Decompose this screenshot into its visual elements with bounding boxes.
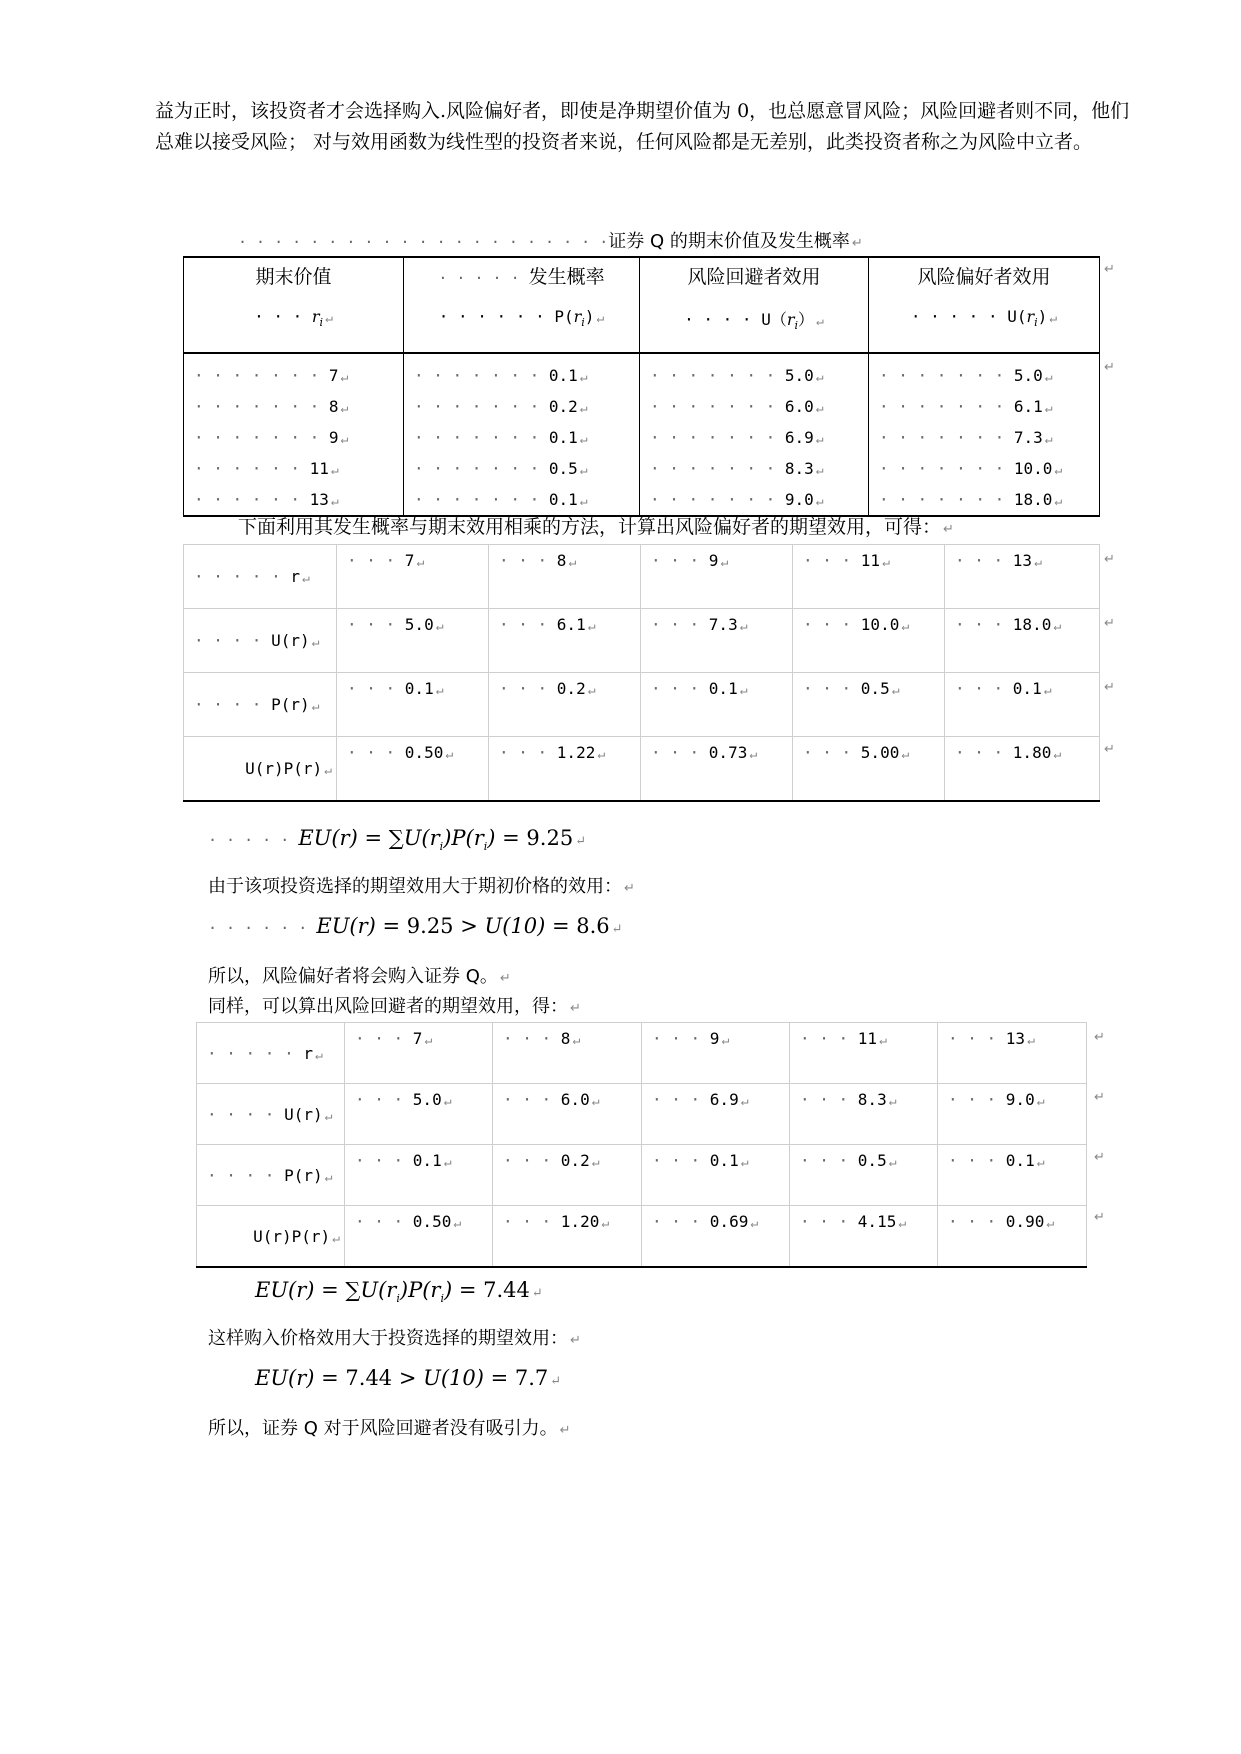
table-cell: · · · 0.50 ↵ (345, 1206, 493, 1268)
table-cell: · · · 11 ↵ (790, 1023, 938, 1084)
table-cell: · · · 1.80 ↵ (945, 737, 1100, 802)
table-cell: · · · · · · · 0.5 ↵ (404, 453, 640, 484)
table-row (184, 545, 1100, 609)
table-header-row (184, 257, 1100, 353)
seeker-intro-line: 下面利用其发生概率与期末效用相乘的方法，计算出风险偏好者的期望效用，可得： ↵ (238, 516, 954, 538)
table-cell: · · · · · · · 5.0 ↵ (640, 353, 869, 391)
row-label: U(r)P(r) ↵ (184, 737, 337, 802)
table-row (184, 609, 1100, 673)
table-cell: · · · 8 ↵ (489, 545, 641, 609)
averse-compare-text: 这样购入价格效用大于投资选择的期望效用： (208, 1328, 568, 1349)
row-label: · · · · · r ↵ (184, 545, 337, 609)
averse-conclusion-line: 所以，证券 Q 对于风险回避者没有吸引力。 ↵ (208, 1418, 571, 1439)
table-cell: · · · · · · · 8 ↵ (184, 391, 404, 422)
paragraph-mark: ↵ (1104, 742, 1115, 757)
paragraph-mark: ↵ (1104, 616, 1115, 631)
seeker-intro-text: 下面利用其发生概率与期末效用相乘的方法，计算出风险偏好者的期望效用，可得： (238, 516, 942, 538)
table1-caption-line: · · · · · · · · · · · · · · · · · · · · ·证券 Q 的期末价值及发生概率 ↵ (238, 231, 863, 252)
security-q-value-table (183, 256, 1100, 517)
header-end-value: 期末价值 · · · $r_i$ ↵ (184, 257, 404, 353)
row-label: · · · · U(r) ↵ (184, 609, 337, 673)
seeker-compare-line: 由于该项投资选择的期望效用大于期初价格的效用： ↵ (208, 876, 635, 897)
table-cell: · · · 8 ↵ (493, 1023, 642, 1084)
paragraph-mark: ↵ (1104, 360, 1115, 375)
table-cell: · · · · · · · 0.1 ↵ (404, 484, 640, 516)
table-cell: · · · 4.15 ↵ (790, 1206, 938, 1268)
paragraph-mark: ↵ (1104, 262, 1115, 277)
table-cell: · · · · · · · 10.0 ↵ (869, 453, 1100, 484)
table-cell: · · · 0.1 ↵ (641, 673, 793, 737)
table-cell: · · · 1.22 ↵ (489, 737, 641, 802)
table-cell: · · · · · · · 0.1 ↵ (404, 422, 640, 453)
table-cell: · · · 0.90 ↵ (938, 1206, 1087, 1268)
table-cell: · · · · · · · 0.2 ↵ (404, 391, 640, 422)
table-row (197, 1145, 1087, 1206)
table-cell: · · · 5.00 ↵ (793, 737, 945, 802)
table-row (184, 353, 1100, 391)
table-cell: · · · 0.1 ↵ (938, 1145, 1087, 1206)
paragraph-mark: ↵ (1094, 1030, 1105, 1045)
seeker-compare-text: 由于该项投资选择的期望效用大于期初价格的效用： (208, 876, 622, 897)
table-cell: · · · 0.1 ↵ (337, 673, 489, 737)
table-cell: · · · 9.0 ↵ (938, 1084, 1087, 1145)
table-cell: · · · 7 ↵ (337, 545, 489, 609)
table-cell: · · · 0.1 ↵ (945, 673, 1100, 737)
table-row (197, 1206, 1087, 1268)
table-cell: · · · 6.0 ↵ (493, 1084, 642, 1145)
table-cell: · · · 13 ↵ (938, 1023, 1087, 1084)
table-cell: · · · 0.5 ↵ (790, 1145, 938, 1206)
averse-conclusion-text: 所以，证券 Q 对于风险回避者没有吸引力。 (208, 1418, 558, 1439)
risk-averse-table (196, 1022, 1087, 1268)
table-cell: · · · 6.9 ↵ (642, 1084, 790, 1145)
seeker-conclusion-line: 所以，风险偏好者将会购入证券 Q。 ↵ (208, 966, 511, 987)
table-cell: · · · 11 ↵ (793, 545, 945, 609)
table-cell: · · · 0.1 ↵ (642, 1145, 790, 1206)
table-cell: · · · · · · · 8.3 ↵ (640, 453, 869, 484)
eq-averse-expected-utility: $EU(r) = \sum U(r_i)P(r_i) = 7.44$ ↵ (255, 1278, 543, 1306)
paragraph-mark: ↵ (1094, 1150, 1105, 1165)
table-cell: · · · 7 ↵ (345, 1023, 493, 1084)
table-cell: · · · · · · · 7.3 ↵ (869, 422, 1100, 453)
paragraph-mark: ↵ (1094, 1090, 1105, 1105)
table-cell: · · · 18.0 ↵ (945, 609, 1100, 673)
header-seeker-utility: 风险偏好者效用 · · · · · $U(r_i)$ ↵ (869, 257, 1100, 353)
table-cell: · · · · · · · 18.0 ↵ (869, 484, 1100, 516)
table-cell: · · · · · · · 9.0 ↵ (640, 484, 869, 516)
table-cell: · · · 0.50 ↵ (337, 737, 489, 802)
table-cell: · · · · · · · 9 ↵ (184, 422, 404, 453)
table-cell: · · · · · · · 6.0 ↵ (640, 391, 869, 422)
table-cell: · · · · · · · 7 ↵ (184, 353, 404, 391)
table-row (184, 453, 1100, 484)
paragraph-mark: ↵ (1104, 680, 1115, 695)
row-label: · · · · U(r) ↵ (197, 1084, 345, 1145)
table-row (184, 422, 1100, 453)
row-label: U(r)P(r) ↵ (197, 1206, 345, 1268)
table-cell: · · · 6.1 ↵ (489, 609, 641, 673)
eq-seeker-comparison: · · · · · · EU(r) = 9.25 > U(10) = 8.6 ↵ (208, 914, 623, 938)
table-row (184, 391, 1100, 422)
table-cell: · · · 8.3 ↵ (790, 1084, 938, 1145)
intro-paragraph: 益为正时，该投资者才会选择购入.风险偏好者，即使是净期望价值为 0，也总愿意冒风险；风险回避者则不同，他们总难以接受风险； 对与效用函数为线性型的投资者来说，任何风险都是无差别，此类投资者称之为风险中立者。 (155, 100, 1130, 153)
table-row (184, 737, 1100, 802)
eq-seeker-expected-utility: · · · · · $EU(r) = \sum U(r_i)P(r_i) = 9.25$ ↵ (208, 826, 587, 854)
averse-compare-line: 这样购入价格效用大于投资选择的期望效用： ↵ (208, 1328, 581, 1349)
table-cell: · · · · · · 11 ↵ (184, 453, 404, 484)
table-cell: · · · · · · · 6.1 ↵ (869, 391, 1100, 422)
table-cell: · · · 9 ↵ (642, 1023, 790, 1084)
row-label: · · · · · r ↵ (197, 1023, 345, 1084)
header-averse-utility: 风险回避者效用 · · · · $U(r_i)$ ↵ (640, 257, 869, 353)
averse-intro-line: 同样，可以算出风险回避者的期望效用，得： ↵ (208, 996, 581, 1017)
table-cell: · · · 7.3 ↵ (641, 609, 793, 673)
table-row (197, 1084, 1087, 1145)
table-cell: · · · 0.73 ↵ (641, 737, 793, 802)
table-cell: · · · 0.2 ↵ (493, 1145, 642, 1206)
table-cell: · · · 5.0 ↵ (337, 609, 489, 673)
paragraph-mark: ↵ (1094, 1210, 1105, 1225)
table-cell: · · · 10.0 ↵ (793, 609, 945, 673)
paragraph-mark: ↵ (1104, 552, 1115, 567)
table-cell: · · · · · · · 5.0 ↵ (869, 353, 1100, 391)
table-cell: · · · 0.69 ↵ (642, 1206, 790, 1268)
table1-caption: 证券 Q 的期末价值及发生概率 (608, 231, 850, 252)
table-cell: · · · 13 ↵ (945, 545, 1100, 609)
table-cell: · · · 9 ↵ (641, 545, 793, 609)
table-cell: · · · 0.1 ↵ (345, 1145, 493, 1206)
table-cell: · · · 0.2 ↵ (489, 673, 641, 737)
risk-seeker-table (183, 544, 1100, 802)
table-row (197, 1023, 1087, 1084)
table-cell: · · · · · · · 0.1 ↵ (404, 353, 640, 391)
table-row (184, 673, 1100, 737)
row-label: · · · · P(r) ↵ (184, 673, 337, 737)
table-cell: · · · · · · · 6.9 ↵ (640, 422, 869, 453)
header-probability: · · · · · 发生概率 · · · · · · $P(r_i)$ ↵ (404, 257, 640, 353)
eq-averse-comparison: EU(r) = 7.44 > U(10) = 7.7 ↵ (255, 1366, 562, 1390)
table-cell: · · · 5.0 ↵ (345, 1084, 493, 1145)
table-cell: · · · 1.20 ↵ (493, 1206, 642, 1268)
table-cell: · · · 0.5 ↵ (793, 673, 945, 737)
seeker-conclusion-text: 所以，风险偏好者将会购入证券 Q。 (208, 966, 498, 987)
averse-intro-text: 同样，可以算出风险回避者的期望效用，得： (208, 996, 568, 1017)
table-cell: · · · · · · 13 ↵ (184, 484, 404, 516)
row-label: · · · · P(r) ↵ (197, 1145, 345, 1206)
